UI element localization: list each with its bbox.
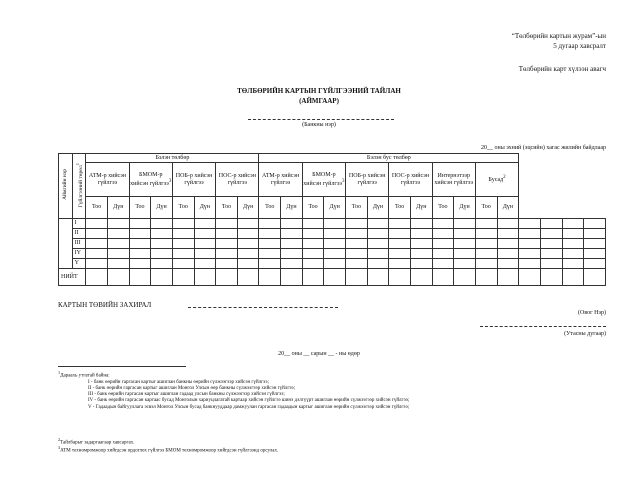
table-row: [59, 239, 606, 249]
noncash-pos-header: ПОС-р хийсэн гүйлгээ: [389, 163, 432, 197]
report-subtitle: (АЙМГААР): [299, 97, 339, 105]
noncash-bmom-header: БМОМ-р хийсэн гүйлгээ$^3$: [302, 163, 345, 197]
amount-header: Дүн: [367, 197, 389, 219]
table-row: [59, 259, 606, 269]
amount-header: Дүн: [194, 197, 216, 219]
noncash-atm-header: АТМ-р хийсэн гүйлгээ: [259, 163, 302, 197]
footnote-separator: [58, 366, 186, 367]
amount-header: Дүн: [410, 197, 432, 219]
count-header: Тоо: [432, 197, 454, 219]
footnote-2: $^2$Тайлбарыг задаргаагаар хавсаргах.: [58, 437, 135, 446]
row-label: Y: [72, 259, 86, 269]
footnote-1-item: I - банк өөрийн гаргасан картыг ашиглан банкны өөрийн сүлжээгээр хийсэн гүйлгээ;: [88, 379, 269, 385]
subheader-row: [59, 197, 606, 219]
bank-name-caption: (Банкны нэр): [302, 122, 336, 128]
cash-group-header: Бэлэн төлбөр: [86, 154, 259, 163]
noncash-internet-header: Интернэтээр хийсэн гүйлгээ: [432, 163, 475, 197]
footnote-1-item: IV - банк өөрийн гаргасан картаас бусад Монголын хариуцлагатай картаар хийсэн гүйлгээ шинэ дэлгүүрт ашиглан өөрийн сүлжээгээр хийсэн гүйлгээ;: [88, 398, 410, 404]
footnote-1-item: II - банк өөрийн гаргасан картыг ашиглан Монгол Улсын өөр банкны сүлжээгээр хийсэн гүйлгээ;: [88, 386, 296, 392]
cash-pos-header: ПОС-р хийсэн гүйлгээ: [216, 163, 259, 197]
count-header: Тоо: [302, 197, 324, 219]
row-label: I: [72, 219, 86, 229]
transaction-type-header: Гүйлгээний төрөл$^1$: [72, 154, 86, 219]
count-header: Тоо: [259, 197, 281, 219]
row-label: IY: [72, 249, 86, 259]
amount-header: Дүн: [151, 197, 173, 219]
footnote-1: [58, 370, 409, 411]
noncash-group-header: Бэлэн бус төлбөр: [259, 154, 519, 163]
amount-header: Дүн: [237, 197, 259, 219]
amount-header: Дүн: [324, 197, 346, 219]
count-header: Тоо: [172, 197, 194, 219]
director-label: КАРТЫН ТӨВИЙН ЗАХИРАЛ: [58, 301, 152, 309]
count-header: Тоо: [129, 197, 151, 219]
bank-name-line: [248, 119, 394, 120]
noncash-pob-header: ПОБ-р хийсэн гүйлгээ: [346, 163, 389, 197]
reference-line-2: 5 дугаар хавсралт: [553, 42, 606, 50]
amount-header: Дүн: [107, 197, 129, 219]
form-name: Төлбөрийн карт хүлээн авагч: [518, 65, 606, 73]
row-label: II: [72, 229, 86, 239]
count-header: Тоо: [216, 197, 238, 219]
count-header: Тоо: [389, 197, 411, 219]
row-label: III: [72, 239, 86, 249]
total-row: [59, 269, 606, 286]
footnote-1-item: V - Гадаадын байгууллага эсвэл Монгол Улсын бусад банкнууддаар дамжуулан гаргасан гадаадын картыг ашиглан өөрийн сүлжээгээр хийсэн гүйлгээ;: [88, 404, 410, 410]
date-line: 20__ оны __ сарын __ - ны өдөр: [278, 351, 360, 357]
report-title: ТӨЛБӨРИЙН КАРТЫН ГҮЙЛГЭЭНИЙ ТАЙЛАН: [237, 87, 401, 95]
count-header: Тоо: [86, 197, 108, 219]
aimag-header: Аймгийн нэр: [59, 154, 73, 219]
table-row: [59, 219, 606, 229]
period-line: 20__ оны эхний (эцсийн) хагас жилийн байдлаар: [481, 145, 606, 151]
footnote-1-head: $^1$Дараахь утгатай байна:: [58, 370, 110, 379]
amount-header: Дүн: [281, 197, 303, 219]
amount-header: Дүн: [454, 197, 476, 219]
count-header: Тоо: [346, 197, 368, 219]
cash-bmom-header: БМОМ-р хийсэн гүйлгээ$^3$: [129, 163, 172, 197]
phone-line: [480, 326, 606, 327]
director-name-caption: (Овог Нэр): [578, 310, 606, 316]
noncash-other-header: Бусад$^2$: [475, 163, 518, 197]
footnote-3: $^3$АТМ техномромжоор хийгдсэн ордоглох гүйлгээ БМОМ техномромжоор хийгдсэн гүйлгээнд орсулах.: [58, 445, 279, 454]
aimag-cell: [59, 219, 73, 269]
report-table: [58, 153, 606, 286]
cash-atm-header: АТМ-р хийсэн гүйлгээ: [86, 163, 129, 197]
table-row: [59, 229, 606, 239]
table-row: [59, 249, 606, 259]
cash-pob-header: ПОБ-р хийсэн гүйлгээ: [172, 163, 215, 197]
reference-line-1: “Төлбөрийн картын журам”-ын: [511, 32, 606, 40]
amount-header: Дүн: [497, 197, 519, 219]
count-header: Тоо: [475, 197, 497, 219]
phone-caption: (Утасны дугаар): [564, 331, 606, 337]
total-label: НИЙТ: [59, 269, 86, 286]
director-signature-line: [188, 307, 338, 308]
footnote-1-item: III - банк өөрийн гаргасан картыг ашиглан гадаад улсын банкны сүлжээгээр хийсэн гүйлгээ;: [88, 392, 285, 398]
